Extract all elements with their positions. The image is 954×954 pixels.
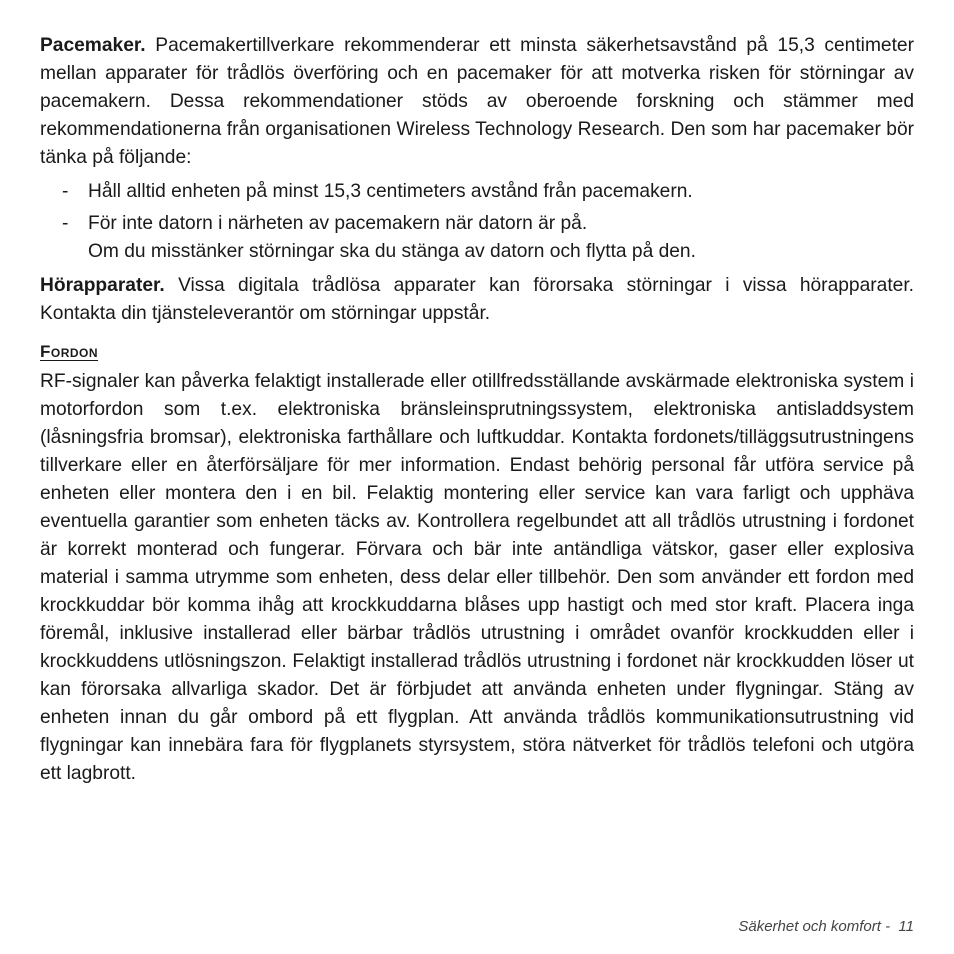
page-number: 11 xyxy=(898,918,914,935)
paragraph-hearing-aids xyxy=(40,272,914,328)
pacemaker-advice-list xyxy=(40,178,914,266)
term-hearing-aids: Hörapparater. xyxy=(40,275,165,296)
list-item-text: För inte datorn i närheten av pacemakern när datorn är på. xyxy=(88,213,588,234)
hearing-text: Vissa digitala trådlösa apparater kan förorsaka störningar i vissa hörapparater. Kontakta din tjänsteleverantör om störningar uppstår. xyxy=(40,275,914,324)
list-item-text: Håll alltid enheten på minst 15,3 centimeters avstånd från pacemakern. xyxy=(88,181,693,202)
list-dash: - xyxy=(62,213,69,234)
paragraph-vehicles: RF-signaler kan påverka felaktigt installerade eller otillfredsställande avskärmade elektroniska system i motorfordon som t.ex. elektroniska bränsleinsprutningssystem, elektroniska antisladdsystem (låsningsfria bromsar), elektroniska farthållare och luftkuddar. Kontakta fordonets/tilläggsutrustningens tillverkare eller en återförsäljare för mer information. Endast behörig personal får utföra service på enheten eller montera den i en bil. Felaktig montering eller service kan vara farligt och upphäva eventuella garantier som enheten täcks av. Kontrollera regelbundet att all trådlös utrustning i fordonet är korrekt monterad och fungerar. Förvara och bär inte antändliga vätskor, gaser eller explosiva material i samma utrymme som enheten, dess delar eller tillbehör. Den som använder ett fordon med krockkuddar bör komma ihåg att krockkuddarna blåses upp hastigt och med stor kraft. Placera inga föremål, inklusive installerad eller bärbar trådlös utrustning i området ovanför krockkudden eller i krockkuddens utlösningszon. Felaktigt installerad trådlös utrustning i fordonet när krockkudden löser ut kan förorsaka allvarliga skador. Det är förbjudet att använda enheten under flygningar. Stäng av enheten innan du går ombord på ett flygplan. Att använda trådlös kommunikationsutrustning vid flygningar kan innebära fara för flygplanets styrsystem, störa nätverket för trådlös telefoni och utgöra ett lagbrott. xyxy=(40,371,914,784)
paragraph-pacemaker xyxy=(40,32,914,172)
pacemaker-text: Pacemakertillverkare rekommenderar ett minsta säkerhetsavstånd på 15,3 centimeter mellan apparater för trådlös överföring och en pacemaker för att motverka risken för störningar av pacemakern. Dessa rekommendationer stöds av oberoende forskning och stämmer med rekommendationerna från organisationen Wireless Technology Research. Den som har pacemaker bör tänka på följande: xyxy=(40,35,914,168)
list-item-subtext: Om du misstänker störningar ska du stänga av datorn och flytta på den. xyxy=(88,241,696,262)
section-heading-vehicles: Fordon xyxy=(40,342,99,361)
term-pacemaker: Pacemaker. xyxy=(40,35,146,56)
list-item xyxy=(40,178,914,206)
list-dash: - xyxy=(62,181,69,202)
page-content xyxy=(40,32,914,788)
footer-label: Säkerhet och komfort - xyxy=(738,918,891,935)
page-footer xyxy=(738,918,914,935)
list-item xyxy=(40,210,914,266)
